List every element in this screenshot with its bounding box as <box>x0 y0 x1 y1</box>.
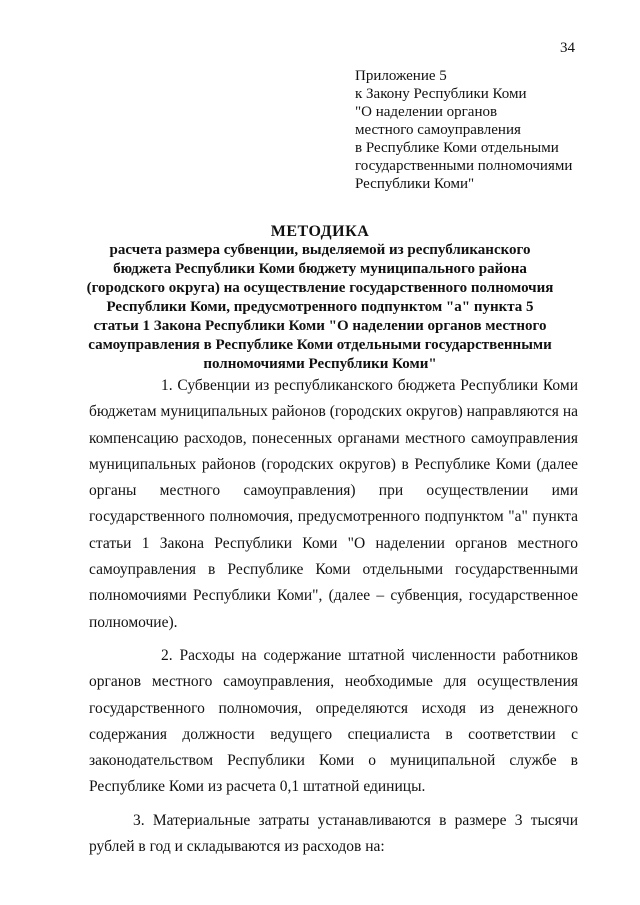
title-main: МЕТОДИКА <box>270 223 370 240</box>
title-line: (городского округа) на осуществление государственного полномочия <box>86 280 554 296</box>
title-line: полномочиями Республики Коми" <box>203 356 437 372</box>
paragraph-line: 3. Материальные затраты устанавливаются в размере 3 тысячи <box>133 811 578 829</box>
document-title <box>60 222 580 374</box>
paragraph-line: законодательством Республики Коми о муниципальной службе в <box>89 752 578 770</box>
appendix-line: в Республике Коми отдельными <box>355 140 559 156</box>
title-line: бюджета Республики Коми бюджету муниципального района <box>113 261 527 277</box>
paragraph-1 <box>89 373 578 636</box>
paragraph-line: полномочие). <box>89 613 178 631</box>
paragraph-line: государственного полномочия, определяются исходя из денежного <box>89 699 578 717</box>
appendix-line: "О наделении органов <box>355 104 498 120</box>
title-line: Республики Коми, предусмотренного подпунктом "а" пункта 5 <box>106 299 534 315</box>
paragraph-line: содержания должности ведущего специалиста в соответствии с <box>89 725 578 743</box>
title-line: самоуправления в Республике Коми отдельными государственными <box>88 337 552 353</box>
appendix-line: к Закону Республики Коми <box>355 86 527 102</box>
appendix-header <box>355 67 572 193</box>
document-body <box>89 373 578 867</box>
paragraph-line: компенсацию расходов, понесенных органами местного самоуправления <box>89 429 578 447</box>
paragraph-line: органов местного самоуправления, необходимые для осуществления <box>89 673 578 691</box>
appendix-line: Приложение 5 <box>355 68 447 84</box>
paragraph-line: полномочиями Республики Коми", (далее – субвенция, государственное <box>89 587 578 605</box>
paragraph-line: органы местного самоуправления) при осуществлении ими <box>89 482 578 500</box>
title-line: расчета размера субвенции, выделяемой из республиканского <box>109 242 531 258</box>
paragraph-line: Республике Коми из расчета 0,1 штатной единицы. <box>89 778 426 796</box>
paragraph-3 <box>89 808 578 861</box>
paragraph-line: бюджетам муниципальных районов (городских округов) направляются на <box>89 403 578 421</box>
paragraph-line: 2. Расходы на содержание штатной численности работников <box>161 646 578 664</box>
title-line: статьи 1 Закона Республики Коми "О наделении органов местного <box>93 318 547 334</box>
appendix-line: Республики Коми" <box>355 176 475 192</box>
paragraph-line: статьи 1 Закона Республики Коми "О наделении органов местного <box>89 534 578 552</box>
appendix-line: местного самоуправления <box>355 122 521 138</box>
paragraph-line: рублей в год и складываются из расходов на: <box>89 838 385 856</box>
paragraph-line: самоуправления в Республике Коми отдельными государственными <box>89 561 578 579</box>
paragraph-line: государственного полномочия, предусмотренного подпунктом "а" пункта <box>89 508 578 526</box>
paragraph-2 <box>89 643 578 801</box>
paragraph-line: муниципальных районов (городских округов) в Республике Коми (далее <box>89 455 578 473</box>
appendix-line: государственными полномочиями <box>355 158 573 174</box>
paragraph-line: 1. Субвенции из республиканского бюджета Республики Коми <box>161 377 578 394</box>
page-number: 34 <box>560 40 575 56</box>
